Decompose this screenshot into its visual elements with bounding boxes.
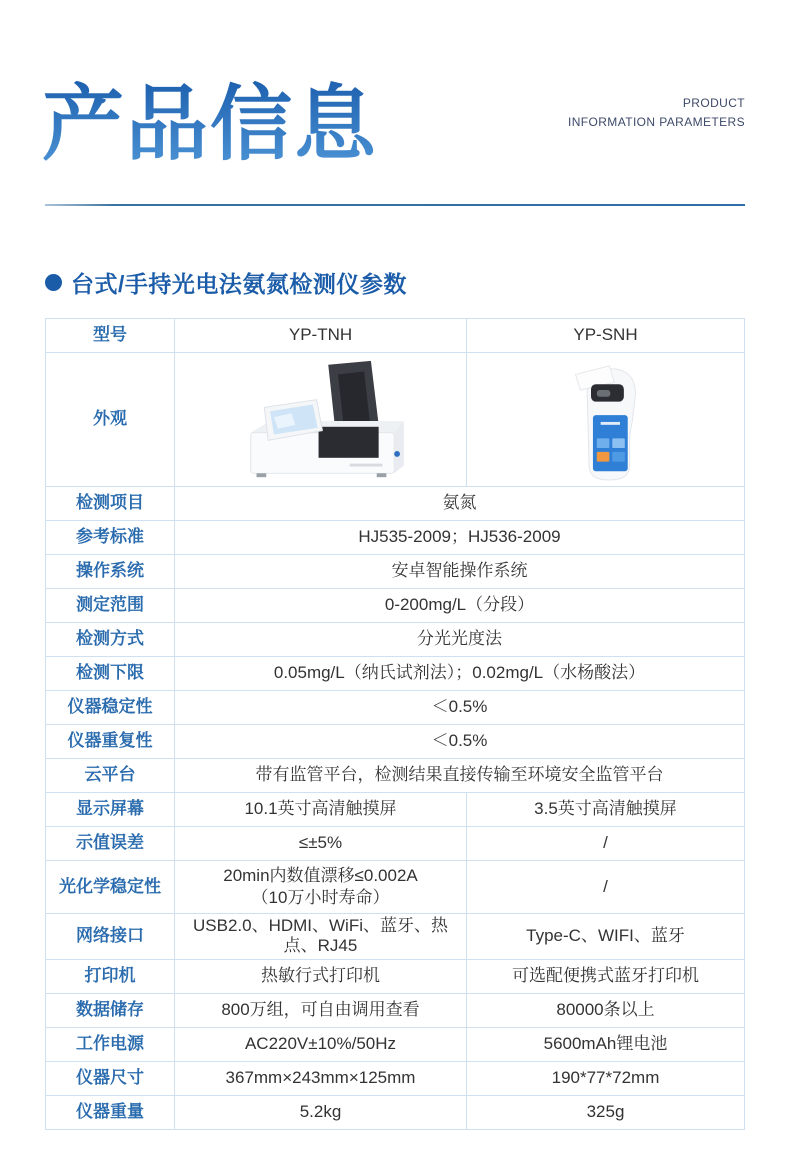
subtitle-line1: PRODUCT (682, 96, 745, 110)
spec-value: HJ535-2009；HJ536-2009 (174, 521, 744, 554)
spec-value-left: 5.2kg (174, 1096, 466, 1129)
page-title: 产品信息 (42, 72, 378, 177)
spec-value-right: 5600mAh锂电池 (466, 1028, 744, 1061)
table-row (46, 1061, 744, 1095)
spec-value-right: / (466, 827, 744, 860)
model-name-left: YP-TNH (174, 319, 466, 352)
spec-label: 打印机 (84, 966, 136, 986)
spec-value: ＜0.5% (174, 691, 744, 724)
table-row (46, 554, 744, 588)
handheld-analyzer-photo (533, 357, 678, 483)
header-divider-line (45, 204, 745, 206)
table-row (46, 993, 744, 1027)
table-row (46, 486, 744, 520)
table-row (46, 690, 744, 724)
spec-label: 仪器尺寸 (76, 1068, 144, 1088)
page-subtitle (568, 94, 745, 132)
model-name-right: YP-SNH (466, 319, 744, 352)
spec-label: 云平台 (84, 765, 136, 785)
spec-value-left: 367mm×243mm×125mm (174, 1062, 466, 1095)
spec-value: ＜0.5% (174, 725, 744, 758)
spec-value: 氨氮 (174, 487, 744, 520)
spec-value-left: 10.1英寸高清触摸屏 (174, 793, 466, 826)
spec-label: 仪器稳定性 (67, 697, 153, 717)
spec-label: 工作电源 (76, 1034, 144, 1054)
spec-label: 数据储存 (76, 1000, 144, 1020)
spec-value-right: / (466, 861, 744, 913)
spec-label: 检测下限 (76, 663, 144, 683)
spec-label: 显示屏幕 (76, 799, 144, 819)
table-row (46, 622, 744, 656)
spec-value-right: 可选配便携式蓝牙打印机 (466, 960, 744, 993)
table-header-row (46, 319, 744, 352)
spec-value-left: 800万组，可自由调用查看 (174, 994, 466, 1027)
spec-label: 检测项目 (76, 493, 144, 513)
section-heading (45, 266, 407, 299)
spec-value-line1: 20min内数值漂移≤0.002A (223, 865, 418, 885)
spec-value-left: ≤±5% (174, 827, 466, 860)
benchtop-analyzer-cell (174, 353, 466, 486)
spec-label: 操作系统 (76, 561, 144, 581)
table-row (46, 826, 744, 860)
spec-label: 型号 (93, 325, 127, 345)
spec-value: 带有监管平台，检测结果直接传输至环境安全监管平台 (174, 759, 744, 792)
table-row (46, 588, 744, 622)
spec-value-left: USB2.0、HDMI、WiFi、蓝牙、热点、RJ45 (174, 914, 466, 959)
handheld-analyzer-cell (466, 353, 744, 486)
benchtop-analyzer-photo (213, 357, 428, 483)
spec-value-right: 3.5英寸高清触摸屏 (466, 793, 744, 826)
spec-value: 0-200mg/L（分段） (174, 589, 744, 622)
spec-value: 分光光度法 (174, 623, 744, 656)
spec-value: 0.05mg/L（纳氏试剂法）；0.02mg/L（水杨酸法） (174, 657, 744, 690)
spec-label: 仪器重量 (76, 1102, 144, 1122)
bullet-circle-icon (45, 274, 62, 291)
spec-value: 安卓智能操作系统 (174, 555, 744, 588)
spec-label: 示值误差 (76, 833, 144, 853)
spec-label: 网络接口 (76, 926, 144, 946)
table-row (46, 656, 744, 690)
table-row (46, 758, 744, 792)
table-row (46, 860, 744, 913)
spec-value-left: AC220V±10%/50Hz (174, 1028, 466, 1061)
spec-table (45, 318, 745, 1130)
table-row (46, 1027, 744, 1061)
spec-value-line2: （10万小时寿命） (251, 888, 390, 907)
subtitle-line2: INFORMATION PARAMETERS (567, 115, 745, 129)
spec-label: 外观 (93, 409, 127, 429)
table-row (46, 959, 744, 993)
table-row-appearance (46, 352, 744, 486)
table-row (46, 792, 744, 826)
table-row (46, 1095, 744, 1129)
section-title: 台式/手持光电法氨氮检测仪参数 (71, 271, 407, 297)
spec-value-left: 热敏行式打印机 (174, 960, 466, 993)
spec-value-left (174, 861, 466, 913)
spec-value-right: 80000条以上 (466, 994, 744, 1027)
spec-value-right: 190*77*72mm (466, 1062, 744, 1095)
spec-label: 参考标准 (76, 527, 144, 547)
table-row (46, 913, 744, 959)
spec-value-right: 325g (466, 1096, 744, 1129)
spec-label: 仪器重复性 (67, 731, 153, 751)
spec-label: 测定范围 (76, 595, 144, 615)
table-row (46, 520, 744, 554)
spec-value-right: Type-C、WIFI、蓝牙 (466, 914, 744, 959)
spec-label: 检测方式 (76, 629, 144, 649)
table-row (46, 724, 744, 758)
spec-label: 光化学稳定性 (59, 876, 161, 896)
